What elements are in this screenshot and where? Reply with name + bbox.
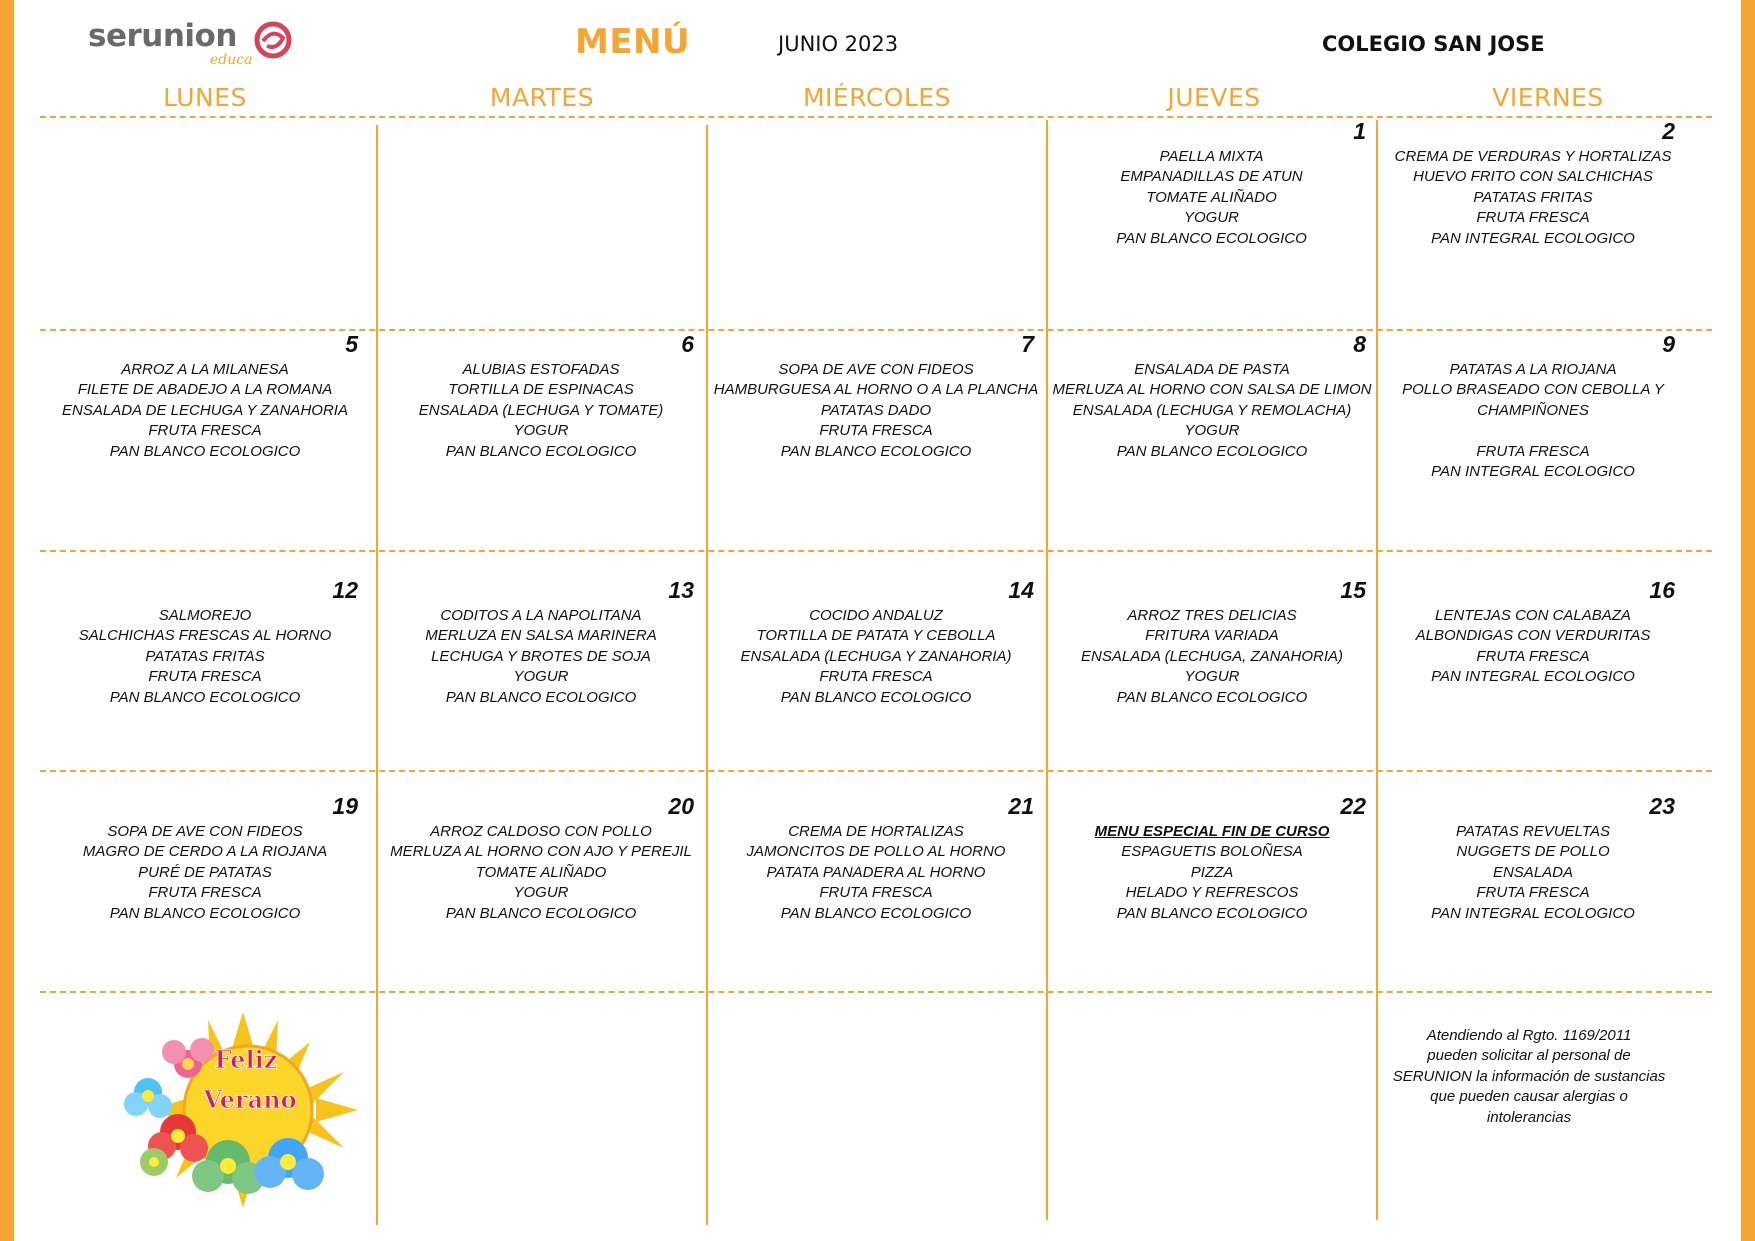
dish-item: PAELLA MIXTA [1159, 148, 1264, 165]
dish-item: ENSALADA (LECHUGA Y TOMATE) [418, 401, 664, 419]
day-number: 19 [332, 793, 358, 819]
dish-item: FRUTA FRESCA [1476, 884, 1590, 902]
notice-line: pueden solicitar al personal de [1427, 1047, 1631, 1065]
dish-item: PURÉ DE PATATAS [138, 863, 272, 881]
notice-line: intolerancias [1486, 1108, 1572, 1126]
dish-item: CREMA DE VERDURAS Y HORTALIZAS [1394, 148, 1672, 165]
dish-item: PAN INTEGRAL ECOLOGICO [1431, 463, 1635, 481]
page-border-right [1741, 0, 1755, 1241]
dish-item: ESPAGUETIS BOLOÑESA [1121, 843, 1303, 861]
day-cell [44, 793, 366, 988]
dish-item: PAN INTEGRAL ECOLOGICO [1431, 904, 1635, 922]
day-cell [1383, 118, 1683, 328]
dish-list [380, 360, 702, 462]
page-border-left [0, 0, 14, 1241]
day-number: 9 [1662, 331, 1675, 357]
dish-item: PAN BLANCO ECOLOGICO [1116, 904, 1308, 922]
dish-list [380, 822, 702, 924]
dish-item: POLLO BRASEADO CON CEBOLLA Y [1402, 381, 1664, 399]
dish-item: PAN INTEGRAL ECOLOGICO [1431, 668, 1635, 686]
dish-list [710, 360, 1042, 462]
feliz-text: Feliz [214, 1045, 278, 1074]
dish-item: FRUTA FRESCA [819, 422, 933, 440]
dish-item [1383, 421, 1683, 441]
dish-item: PAN BLANCO ECOLOGICO [1116, 688, 1308, 706]
dish-list [44, 360, 366, 462]
notice-line: SERUNION la información de sustancias [1392, 1067, 1666, 1085]
dish-item: FILETE DE ABADEJO A LA ROMANA [77, 381, 333, 399]
dish-item: ARROZ A LA MILANESA [121, 361, 289, 378]
dish-item: PAN BLANCO ECOLOGICO [1116, 442, 1308, 460]
dish-item: FRUTA FRESCA [819, 884, 933, 902]
day-cell [44, 331, 366, 546]
dish-item: PATATA PANADERA AL HORNO [766, 863, 986, 881]
dish-item: TOMATE ALIÑADO [1146, 188, 1277, 206]
dish-list [710, 606, 1042, 708]
serunion-logo [88, 18, 308, 66]
school-name: COLEGIO SAN JOSE [1322, 32, 1545, 56]
dish-item: SALMOREJO [158, 607, 252, 624]
dish-list [1050, 606, 1374, 708]
day-number: 14 [1008, 577, 1034, 603]
dish-item: PATATAS A LA RIOJANA [1449, 361, 1617, 378]
dish-item: PATATAS FRITAS [145, 647, 265, 665]
dish-item: EMPANADILLAS DE ATUN [1120, 168, 1303, 186]
dish-list [710, 822, 1042, 924]
dish-item: HUEVO FRITO CON SALCHICHAS [1413, 168, 1653, 186]
weekday-header-thursday: JUEVES [1167, 83, 1261, 112]
dish-item: TORTILLA DE ESPINACAS [448, 381, 634, 399]
column-divider [376, 125, 378, 1225]
dish-item: MAGRO DE CERDO A LA RIOJANA [82, 843, 328, 861]
column-divider [1376, 120, 1378, 1220]
day-cell [1383, 331, 1683, 546]
dish-item: ENSALADA (LECHUGA Y REMOLACHA) [1072, 401, 1352, 419]
column-divider [706, 125, 708, 1225]
dish-item: CREMA DE HORTALIZAS [788, 823, 964, 840]
dish-item: ALUBIAS ESTOFADAS [462, 361, 620, 378]
day-number: 2 [1662, 118, 1675, 144]
menu-month: JUNIO 2023 [778, 32, 899, 56]
logo-wordmark: serunion [88, 18, 237, 54]
day-cell [380, 577, 702, 767]
dish-item: ENSALADA [1492, 863, 1574, 881]
dish-list [1050, 822, 1374, 924]
dish-item: FRUTA FRESCA [1476, 209, 1590, 227]
day-number: 1 [1353, 118, 1366, 144]
dish-item: PIZZA [1190, 863, 1234, 881]
dish-item: ENSALADA DE LECHUGA Y ZANAHORIA [62, 401, 348, 419]
day-cell [1383, 577, 1683, 767]
dish-item: YOGUR [513, 422, 569, 440]
dish-item: PAN INTEGRAL ECOLOGICO [1431, 229, 1635, 247]
dish-list [1383, 147, 1683, 249]
dish-item: JAMONCITOS DE POLLO AL HORNO [746, 843, 1006, 861]
dish-item: FRUTA FRESCA [1476, 442, 1590, 460]
day-number: 20 [668, 793, 694, 819]
dish-item: HELADO Y REFRESCOS [1125, 884, 1299, 902]
day-cell [710, 793, 1042, 988]
allergen-notice [1384, 1026, 1674, 1128]
dish-item: PAN BLANCO ECOLOGICO [780, 442, 972, 460]
dish-item: YOGUR [513, 884, 569, 902]
dish-item: PAN BLANCO ECOLOGICO [780, 688, 972, 706]
day-number: 22 [1340, 793, 1366, 819]
dish-item: PATATAS FRITAS [1473, 188, 1593, 206]
dish-item: ENSALADA (LECHUGA, ZANAHORIA) [1081, 647, 1343, 665]
dish-item: MERLUZA AL HORNO CON SALSA DE LIMON [1052, 381, 1372, 399]
weekday-header-monday: LUNES [163, 83, 247, 112]
dish-item: ENSALADA DE PASTA [1134, 361, 1290, 378]
day-number: 21 [1008, 793, 1034, 819]
day-cell [1049, 118, 1374, 328]
dish-item: LECHUGA Y BROTES DE SOJA [431, 647, 651, 665]
day-cell [380, 331, 702, 546]
row-divider [40, 991, 1712, 993]
dish-item: FRUTA FRESCA [148, 884, 262, 902]
dish-list [44, 606, 366, 708]
day-number: 12 [332, 577, 358, 603]
dish-item: YOGUR [513, 668, 569, 686]
day-number: 6 [681, 331, 694, 357]
dish-item: CODITOS A LA NAPOLITANA [440, 607, 642, 624]
dish-item: ARROZ TRES DELICIAS [1127, 607, 1297, 624]
dish-list [44, 822, 366, 924]
dish-item: PAN BLANCO ECOLOGICO [445, 904, 637, 922]
row-divider [40, 550, 1712, 552]
day-cell [1050, 331, 1374, 546]
dish-item: SALCHICHAS FRESCAS AL HORNO [78, 627, 332, 645]
dish-item: COCIDO ANDALUZ [809, 607, 943, 624]
feliz-verano-illustration [118, 1012, 368, 1208]
dish-item: PAN BLANCO ECOLOGICO [445, 688, 637, 706]
day-number: 7 [1021, 331, 1034, 357]
serunion-swirl-icon [253, 20, 293, 60]
day-cell [710, 331, 1042, 546]
day-number: 15 [1340, 577, 1366, 603]
dish-item: LENTEJAS CON CALABAZA [1435, 607, 1631, 624]
dish-item: MERLUZA EN SALSA MARINERA [425, 627, 657, 645]
notice-line: Atendiendo al Rgto. 1169/2011 [1426, 1027, 1632, 1044]
dish-item: FRUTA FRESCA [148, 668, 262, 686]
dish-item: TOMATE ALIÑADO [475, 863, 607, 881]
dish-item: PAN BLANCO ECOLOGICO [109, 442, 301, 460]
dish-item: YOGUR [1183, 209, 1239, 227]
dish-item: PAN BLANCO ECOLOGICO [1116, 229, 1307, 247]
dish-item: PAN BLANCO ECOLOGICO [445, 442, 637, 460]
day-number: 13 [668, 577, 694, 603]
special-menu-title: MENU ESPECIAL FIN DE CURSO [1094, 823, 1330, 840]
dish-item: ARROZ CALDOSO CON POLLO [430, 823, 652, 840]
day-number: 5 [345, 331, 358, 357]
dish-item: PATATAS REVUELTAS [1456, 823, 1610, 840]
dish-item: YOGUR [1184, 668, 1240, 686]
dish-item: SOPA DE AVE CON FIDEOS [107, 823, 303, 840]
dish-item: FRITURA VARIADA [1145, 627, 1279, 645]
day-cell [1050, 793, 1374, 988]
dish-item: PATATAS DADO [820, 401, 932, 419]
dish-list [1383, 606, 1683, 688]
dish-item: CHAMPIÑONES [1477, 401, 1589, 419]
day-number: 16 [1649, 577, 1675, 603]
dish-list [1383, 360, 1683, 482]
day-number: 8 [1353, 331, 1366, 357]
dish-item: FRUTA FRESCA [1476, 647, 1590, 665]
dish-item: PAN BLANCO ECOLOGICO [109, 688, 301, 706]
day-cell [44, 577, 366, 767]
day-number: 23 [1649, 793, 1675, 819]
logo-subtitle: educa [210, 52, 253, 68]
dish-list [380, 606, 702, 708]
day-cell [1383, 793, 1683, 988]
column-divider [1046, 120, 1048, 1220]
dish-item: YOGUR [1184, 422, 1240, 440]
dish-item: SOPA DE AVE CON FIDEOS [778, 361, 974, 378]
row-divider [40, 770, 1712, 772]
dish-list [1383, 822, 1683, 924]
dish-item: ENSALADA (LECHUGA Y ZANAHORIA) [740, 647, 1012, 665]
weekday-header-wednesday: MIÉRCOLES [802, 83, 952, 112]
dish-item: ALBONDIGAS CON VERDURITAS [1415, 627, 1651, 645]
notice-line: que pueden causar alergias o [1430, 1088, 1628, 1106]
dish-item: MERLUZA AL HORNO CON AJO Y PEREJIL [390, 843, 692, 861]
dish-item: FRUTA FRESCA [148, 422, 262, 440]
weekday-header-friday: VIERNES [1492, 83, 1604, 112]
dish-item: HAMBURGUESA AL HORNO O A LA PLANCHA [713, 381, 1039, 399]
dish-item: NUGGETS DE POLLO [1456, 843, 1610, 861]
dish-item: PAN BLANCO ECOLOGICO [780, 904, 972, 922]
weekday-header-tuesday: MARTES [489, 83, 595, 112]
dish-item: FRUTA FRESCA [819, 668, 933, 686]
dish-item: TORTILLA DE PATATA Y CEBOLLA [756, 627, 996, 645]
menu-title: MENÚ [575, 22, 691, 62]
day-cell [1050, 577, 1374, 767]
dish-list [1049, 147, 1374, 249]
dish-list [1050, 360, 1374, 462]
verano-text: Verano [203, 1085, 297, 1114]
day-cell [380, 793, 702, 988]
dish-item: PAN BLANCO ECOLOGICO [109, 904, 301, 922]
day-cell [710, 577, 1042, 767]
